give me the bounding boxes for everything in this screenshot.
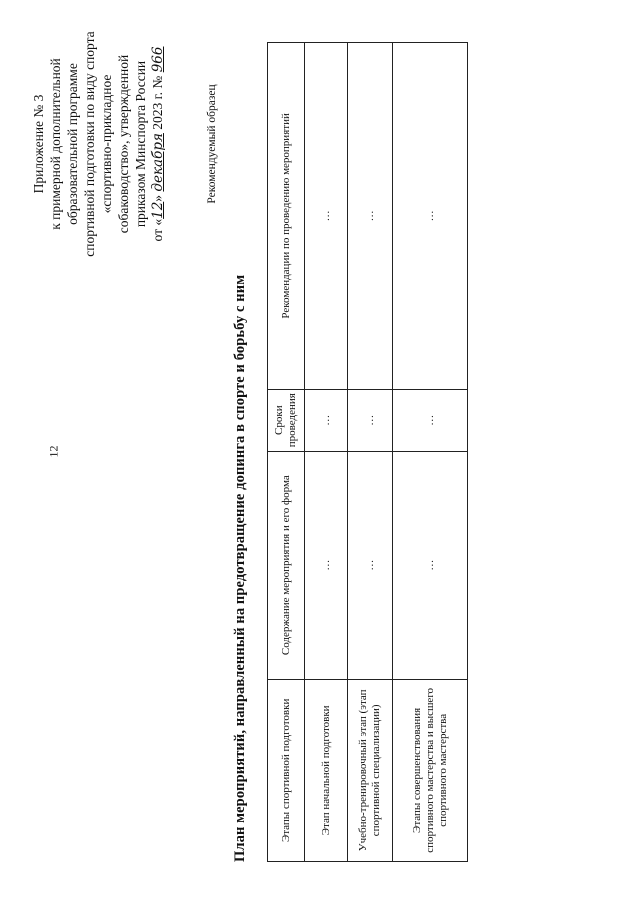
dates-cell: … xyxy=(393,389,468,451)
appendix-line: образовательной программе xyxy=(65,63,80,225)
content-cell: … xyxy=(393,451,468,679)
header-dates: Сроки проведения xyxy=(268,389,305,451)
appendix-line: спортивной подготовки по виду спорта xyxy=(82,31,97,257)
recommendations-cell: … xyxy=(305,43,348,390)
appendix-line: приказом Минспорта России xyxy=(133,60,148,228)
table-row xyxy=(393,43,468,862)
table-row xyxy=(348,43,393,862)
appendix-line: Приложение № 3 xyxy=(31,94,46,194)
recommendations-cell: … xyxy=(348,43,393,390)
header-recommendations: Рекомендации по проведению мероприятий xyxy=(268,43,305,390)
dates-cell: … xyxy=(348,389,393,451)
plan-table xyxy=(267,42,468,862)
date-day: 12 xyxy=(150,201,166,219)
content-cell: … xyxy=(348,451,393,679)
stage-cell: Этапы совершенствования спортивного мастерства и высшего спортивного мастерства xyxy=(393,679,468,861)
order-number: 966 xyxy=(150,46,166,73)
appendix-date-line xyxy=(149,24,167,264)
recommendations-cell: … xyxy=(393,43,468,390)
header-stages: Этапы спортивной подготовки xyxy=(268,679,305,861)
table-row xyxy=(305,43,348,862)
date-prefix: от « xyxy=(150,218,165,242)
appendix-line: к примерной дополнительной xyxy=(48,58,63,230)
content-cell: … xyxy=(305,451,348,679)
page-number: 12 xyxy=(46,445,61,458)
date-month: декабря xyxy=(150,133,166,192)
recommended-sample-note: Рекомендуемый образец xyxy=(206,84,218,204)
appendix-header xyxy=(30,24,167,264)
header-content: Содержание мероприятия и его форма xyxy=(268,451,305,679)
appendix-line: «спортивно-прикладное xyxy=(99,74,114,214)
table-header-row xyxy=(268,43,305,862)
stage-cell: Учебно-тренировочный этап (этап спортивной специализации) xyxy=(348,679,393,861)
date-year: 2023 г. № xyxy=(150,72,165,134)
dates-cell: … xyxy=(305,389,348,451)
stage-cell: Этап начальной подготовки xyxy=(305,679,348,861)
plan-title: План мероприятий, направленный на предотвращение допинга в спорте и борьбу с ним xyxy=(232,274,248,862)
date-mid: » xyxy=(150,191,165,202)
appendix-line: собаководство», утвержденной xyxy=(116,54,131,234)
